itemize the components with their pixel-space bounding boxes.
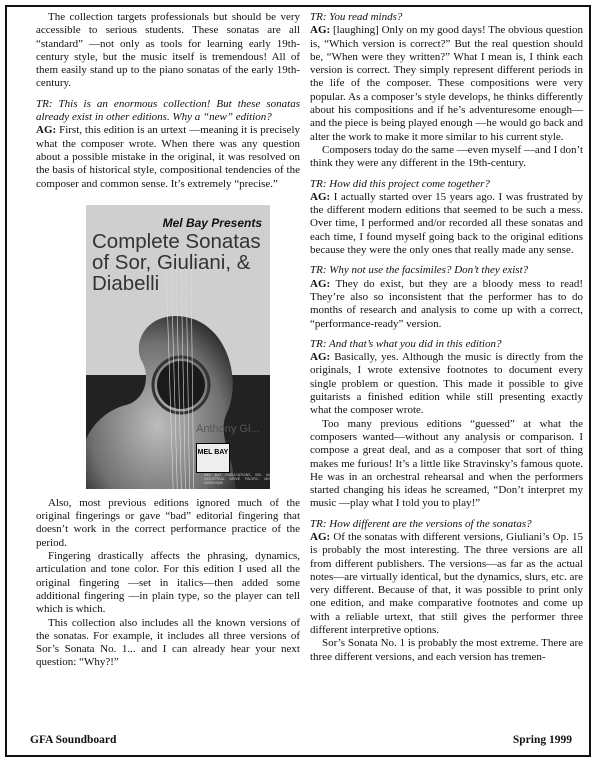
footer-issue-date: Spring 1999 xyxy=(512,734,572,746)
interview-answer xyxy=(310,351,583,417)
paragraph: Also, most previous editions ignored much of the original fingerings or gave “bad” editorial fingering that doesn’t work in the correct performance practice of the period. xyxy=(36,496,300,549)
speaker-label: AG: xyxy=(310,190,331,203)
speaker-label: AG: xyxy=(310,24,331,37)
paragraph: Composers today do the same —even myself —and I don’t think they were any different in the 19th-century. xyxy=(310,143,583,170)
answer-text: They do exist, but they are a bloody mess to read! They’re also so inconsistent that the performer has to do months of research and analysis to come up with a correct, “performance-ready” version. xyxy=(310,277,583,330)
interview-question: TR: This is an enormous collection! But these sonatas already exist in other editions. Why a “new” edition? xyxy=(36,97,300,124)
interview-question: TR: Why not use the facsimiles? Don’t they exist? xyxy=(310,264,529,277)
interview-question: TR: How did this project come together? xyxy=(310,177,490,190)
paragraph: Too many previous editions “guessed” at what the composers wanted—without any analysis or comparison. I compose a great deal, and as a composer that sort of thing makes me furious! It’s a little like Stravinsky’s famous quote. He was in an orchestral rehearsal and when the performers started changing his ideas he screamed, “Don’t interpret my music —play what I told you to play!” xyxy=(310,417,583,510)
cover-author: Anthony Gl... xyxy=(196,422,260,435)
interview-answer xyxy=(36,124,300,190)
paragraph: Sor’s Sonata No. 1 is probably the most extreme. There are three different versions, and each version has tremen- xyxy=(310,637,583,663)
speaker-label: AG: xyxy=(310,351,331,364)
right-column xyxy=(310,11,583,664)
speaker-label: AG: xyxy=(310,277,331,290)
interview-answer xyxy=(310,278,583,331)
interview-question: TR: And that’s what you did in this edition? xyxy=(310,337,502,350)
left-column xyxy=(36,11,300,670)
guitar-illustration xyxy=(86,265,256,489)
answer-text: I actually started over 15 years ago. I was frustrated by the different modern editions that seemed to be such a mess. Over time, I performed and/or recorded all these sonatas and each time, I found myself going back to the original editions because they were the only ones that really made any sense. xyxy=(310,190,584,257)
paragraph: The collection targets professionals but should be very accessible to serious students. These sonatas are all “standard” —not only as tools for learning early 19th-century style, but the music itself is tremendous! All of them easily stand up to the piano sonatas of the early 19th-century. xyxy=(36,11,300,90)
answer-text: Of the sonatas with different versions, Giuliani’s Op. 15 is probably the most interesting. The three versions are all from different publishers. The versions—as far as the actual notes—are virtually identical, but the dynamics, slurs, etc. are very different. Because of that, it was possible to print only one edition, and make comparative footnotes and come up with a reliable urtext, that still gives the performer three different interpretive options. xyxy=(310,530,584,637)
page-frame xyxy=(5,5,591,757)
paragraph: This collection also includes all the known versions of the sonatas. For example, it includes all three versions of Sor’s Sonata No. 1... and I can already hear your next question: “Why?!” xyxy=(36,616,300,669)
cover-publisher-line: Mel Bay Presents xyxy=(162,215,262,230)
mel-bay-logo: MEL BAY xyxy=(196,443,230,473)
interview-question: TR: How different are the versions of the sonatas? xyxy=(310,517,532,530)
footer-publication: GFA Soundboard xyxy=(30,734,117,746)
interview-answer xyxy=(310,531,583,637)
speaker-label: AG: xyxy=(310,530,331,543)
speaker-label: AG: xyxy=(36,124,57,137)
interview-answer xyxy=(310,191,583,257)
interview-answer xyxy=(310,24,583,144)
answer-text: Basically, yes. Although the music is directly from the originals, I wrote extensive footnotes to document every single problem or question. This made it possible to give guitarists a finished edition while still presenting exactly what the composer wrote. xyxy=(310,351,584,417)
answer-text: [laughing] Only on my good days! The obvious question is, “Which version is correct?” But the real question should be, “When were they written?” What I mean is, I think each version is correct. They simply represent different periods in the life of the composer. These compositions were very popular. As a composer’s style develops, he thinks differently about his compositions and if he’s adventuresome enough—and the piece is being played enough —he would go back and alter the work to make it more similar to his current style. xyxy=(310,24,584,143)
cover-publisher-address: MEL BAY PUBLICATIONS, INC. #4 INDUSTRIAL DRIVE PACIFIC, MO 63069-0066 xyxy=(204,472,270,485)
book-cover-image xyxy=(86,205,270,489)
interview-question: TR: You read minds? xyxy=(310,11,403,23)
cover-title: Complete Sonatas of Sor, Giuliani, & Diabelli xyxy=(92,229,261,295)
paragraph: Fingering drastically affects the phrasing, dynamics, articulation and tone color. For this edition I used all the original fingering —set in italics—then added some additional fingering —in plain type, so the player can tell which is which. xyxy=(36,550,300,616)
answer-text: First, this edition is an urtext —meaning it is precisely what the composer wrote. When there was any question about a possible mistake in the original, it was resolved on the basis of historical style, compositional tendencies of the composer and common sense. It’s extremely “precise.” xyxy=(36,124,300,190)
